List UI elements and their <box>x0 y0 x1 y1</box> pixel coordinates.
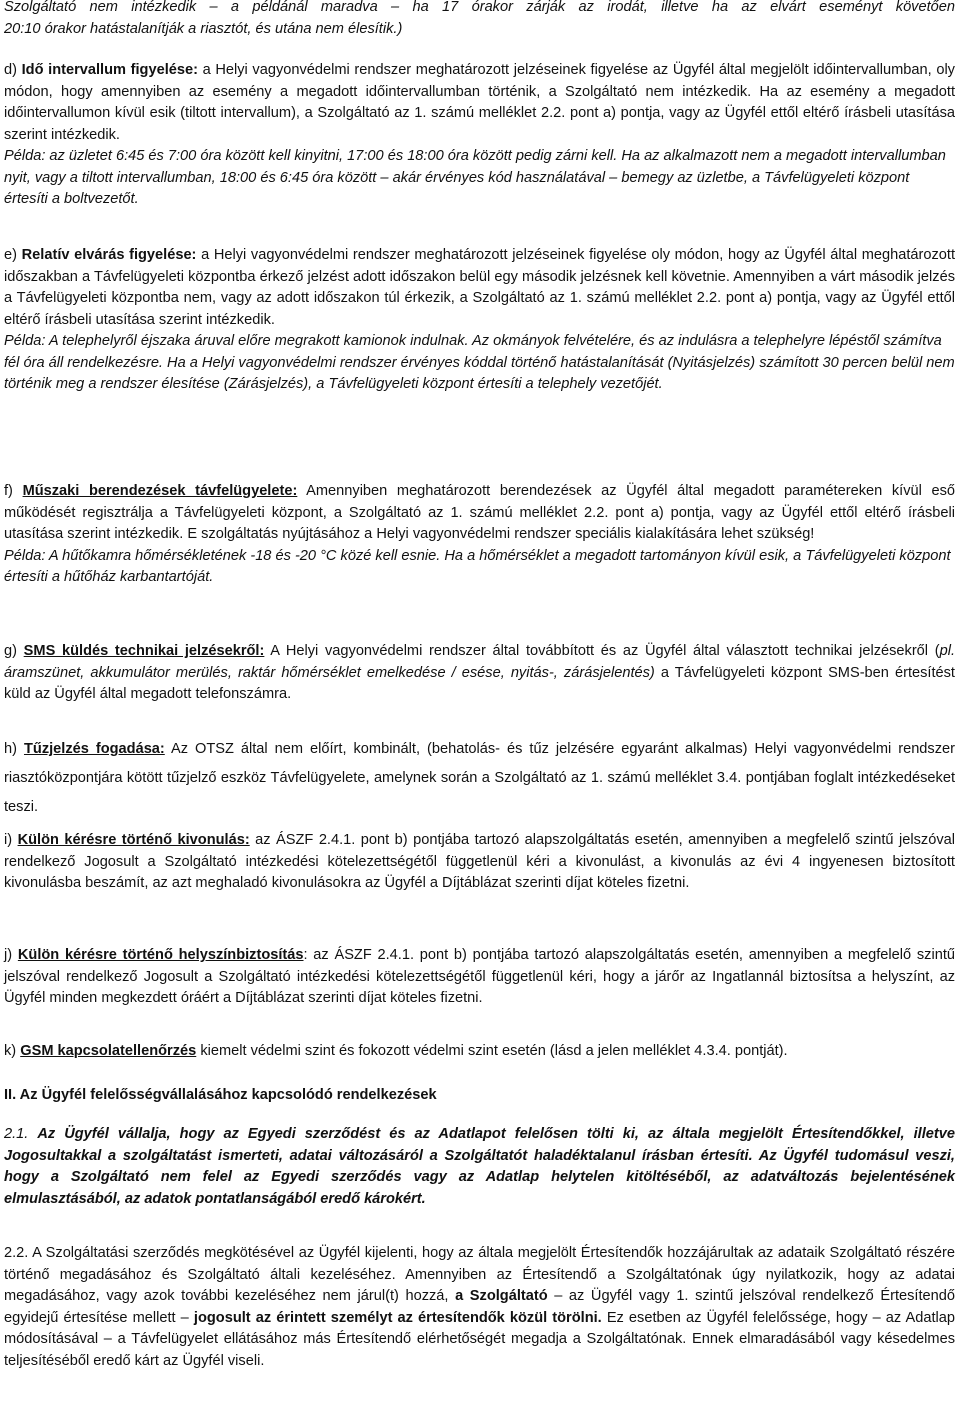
paragraph-2-2-bold-1: a Szolgáltató <box>455 1288 548 1304</box>
item-g <box>4 641 955 706</box>
item-i-title: Külön kérésre történő kivonulás: <box>17 832 250 848</box>
item-f-prefix: f) <box>4 483 13 499</box>
paragraph-2-1-number: 2.1. <box>4 1126 29 1142</box>
item-k-prefix: k) <box>4 1043 17 1059</box>
item-d-body: a Helyi vagyonvédelmi rendszer meghatározott jelzéseinek figyelése az Ügyfél által megjelölt időintervallumban, oly módon, hogy amennyiben az esemény a megadott időintervallumban történik, a Szolgáltató nem intézkedik. Ha az esemény a megadott időintervallumon kívül esik (tiltott intervallum), a Szolgáltató az 1. számú melléklet 2.2. pont a) pontja, vagy az Ügyfél ettől eltérő írásbeli utasítása szerint intézkedik. <box>4 62 955 143</box>
item-e-body: a Helyi vagyonvédelmi rendszer meghatározott jelzéseinek figyelése oly módon, hogy az Ügyfél által meghatározott időszakban a Távfelügyeleti központba érkező jelzést adott időszakon belül egy második jelzésnek kell követnie. Amennyiben a várt második jelzés a Távfelügyeleti központba nem, vagy az adott időszakon túl érkezik, a Szolgáltató az 1. számú melléklet 2.2. pont a) pontja, vagy az Ügyfél ettől eltérő írásbeli utasítása szerint intézkedik. <box>4 247 955 328</box>
item-g-body-2: a Távfelügyeleti központ SMS-ben értesítést küld az Ügyfél által megadott telefonszámra. <box>4 664 955 702</box>
item-h-title: Tűzjelzés fogadása: <box>23 741 165 757</box>
item-k-title: GSM kapcsolatellenőrzés <box>20 1043 197 1059</box>
item-d-example: Példa: az üzletet 6:45 és 7:00 óra között kell kinyitni, 17:00 és 18:00 óra között pedig zárni kell. Ha az alkalmazott nem a megadott intervallumban nyit, vagy a tiltott intervallumban, 18:00 és 6:45 óra között – akár érvényes kód használatával – bemegy az üzletbe, a Távfelügyeleti központ értesíti a boltvezetőt. <box>4 148 946 207</box>
item-e-prefix: e) <box>4 247 17 263</box>
paragraph-2-2-text-1: A Szolgáltatási szerződés megkötésével az Ügyfél kijelenti, hogy az általa megjelölt Értesítendők hozzájárultak az adataik Szolgáltató részére történő megadásához és Szolgáltató általi kezeléséhez. Amennyiben az Értesítendő a Szolgáltatónak úgy nyilatkozik, hogy az adatai megadásához, vagy azok további kezeléséhez nem járul(t) hozzá, <box>4 1245 956 1304</box>
intro-line-2: 20:10 órakor hatástalanítják a riasztót, és utána nem élesítik.) <box>4 20 403 37</box>
item-j-prefix: j) <box>4 947 13 963</box>
item-g-title: SMS küldés technikai jelzésekről: <box>23 643 265 659</box>
item-g-body-italic: pl. áramszünet, akkumulátor merülés, raktár hőmérséklet emelkedése / esése, nyitás-, zárásjelentés) <box>4 643 956 681</box>
item-i-prefix: i) <box>4 832 13 848</box>
item-f-title: Műszaki berendezések távfelügyelete: <box>22 483 298 499</box>
item-f <box>4 481 955 589</box>
item-e-example: Példa: A telephelyről éjszaka áruval előre megrakott kamionok indulnak. Az okmányok felvételére, és az indulásra a telephelyre lépéstől számítva fél óra áll rendelkezésre. Ha a Helyi vagyonvédelmi rendszer érvényes kóddal történő hatástalanítását (Nyitásjelzés) számított 30 percen belül nem történik meg a rendszer élesítése (Zárásjelzés), a Távfelügyeleti központ értesíti a telephely vezetőjét. <box>4 333 955 392</box>
paragraph-2-2 <box>4 1243 955 1372</box>
item-g-prefix: g) <box>4 643 17 659</box>
item-i <box>4 830 955 895</box>
item-e <box>4 245 955 396</box>
item-d <box>4 60 955 211</box>
paragraph-2-2-text-3: Ez esetben az Ügyfél felelőssége, hogy – az Adatlap módosításával – a Távfelügyelet ellátásához más Értesítendő elérhetőségét megadja a Szolgáltatónak. Ennek elmaradásából vagy késedelmes teljesítéséből eredő kárt az Ügyfél viseli. <box>4 1309 955 1369</box>
item-h <box>4 735 955 822</box>
item-f-example: Példa: A hűtőkamra hőmérsékletének -18 és -20 °C közé kell esnie. Ha a hőmérséklet a megadott tartományon kívül esik, a Távfelügyeleti központ értesíti a hűtőház karbantartóját. <box>4 547 951 585</box>
intro-paragraph <box>4 0 955 40</box>
paragraph-2-2-number: 2.2. <box>4 1245 29 1261</box>
item-h-prefix: h) <box>4 741 17 757</box>
item-k <box>4 1041 955 1063</box>
intro-line-1: Szolgáltató nem intézkedik – a példánál maradva – ha 17 órakor zárják az irodát, illetve ha az elvárt eseményt követően <box>4 0 955 15</box>
item-j <box>4 945 955 1010</box>
item-d-title: Idő intervallum figyelése: <box>21 62 198 78</box>
item-e-title: Relatív elvárás figyelése: <box>21 247 197 263</box>
paragraph-2-1-text: Az Ügyfél vállalja, hogy az Egyedi szerződést és az Adatlapot felelősen tölti ki, az általa megjelölt Értesítendőkkel, illetve Jogosultakkal a szolgáltatást ismerteti, adatai változásáról a Szolgáltatót haladéktalanul írásban értesíti. Az Ügyfél tudomásul veszi, hogy a Szolgáltató nem felel az Egyedi szerződés vagy az Adatlap helytelen kitöltéséből, az adatváltozás bejelentésének elmulasztásából, az adatok pontatlanságából eredő károkért. <box>4 1126 955 1207</box>
paragraph-2-2-text-2: – az Ügyfél vagy 1. szintű jelszóval rendelkező Értesítendő egyidejű értesítése mellett – <box>4 1288 955 1326</box>
paragraph-2-1 <box>4 1124 955 1210</box>
item-j-title: Külön kérésre történő helyszínbiztosítás <box>17 947 304 963</box>
item-g-body-1: A Helyi vagyonvédelmi rendszer által továbbított és az Ügyfél által választott technikai jelzésekről ( <box>270 643 940 659</box>
section-2-heading: II. Az Ügyfél felelősségvállalásához kapcsolódó rendelkezések <box>4 1087 437 1103</box>
item-f-body: Amennyiben meghatározott berendezések az Ügyfél által megadott paramétereken kívül eső működését regisztrálja a Távfelügyeleti központ, a Szolgáltató az 1. számú melléklet 2.2. pont a) pontja, vagy az Ügyfél ettől eltérő írásbeli utasítása szerint intézkedik. E szolgáltatás nyújtásához a Helyi vagyonvédelmi rendszer speciális kialakítására lehet szükség! <box>4 483 956 542</box>
item-k-body: kiemelt védelmi szint és fokozott védelmi szint esetén (lásd a jelen melléklet 4.3.4. pontját). <box>200 1043 788 1059</box>
section-2 <box>4 1085 955 1107</box>
item-h-body: Az OTSZ által nem előírt, kombinált, (behatolás- és tűz jelzésére egyaránt alkalmas) Helyi vagyonvédelmi rendszer riasztóközpontjára kötött tűzjelző eszköz Távfelügyelete, amelynek során a Szolgáltató az 1. számú melléklet 3.4. pontjában foglalt intézkedéseket teszi. <box>4 741 955 815</box>
paragraph-2-2-bold-2: jogosult az érintett személyt az értesítendők közül törölni. <box>193 1309 602 1326</box>
item-i-body: az ÁSZF 2.4.1. pont b) pontjába tartozó alapszolgáltatás esetén, amennyiben a megfelelő szintű jelszóval rendelkező Jogosult a Szolgáltató intézkedési kötelezettségétől függetlenül kéri a kivonulást, a kivonulás az évi 4 ingyenesen biztosított kivonulásba beszámít, az azt meghaladó kivonulásokra az Ügyfél a Díjtáblázat szerinti díjat köteles fizetni. <box>4 832 955 891</box>
item-d-prefix: d) <box>4 62 17 78</box>
item-j-body: : az ÁSZF 2.4.1. pont b) pontjába tartozó alapszolgáltatás esetén, amennyiben a megfelelő szintű jelszóval rendelkező Jogosult a Szolgáltató intézkedési kötelezettségétől függetlenül kéri, hogy a járőr az Ingatlannál biztosítsa a helyszínt, az Ügyfél minden megkezdett óráért a Díjtáblázat szerinti díjat köteles fizetni. <box>4 947 955 1006</box>
